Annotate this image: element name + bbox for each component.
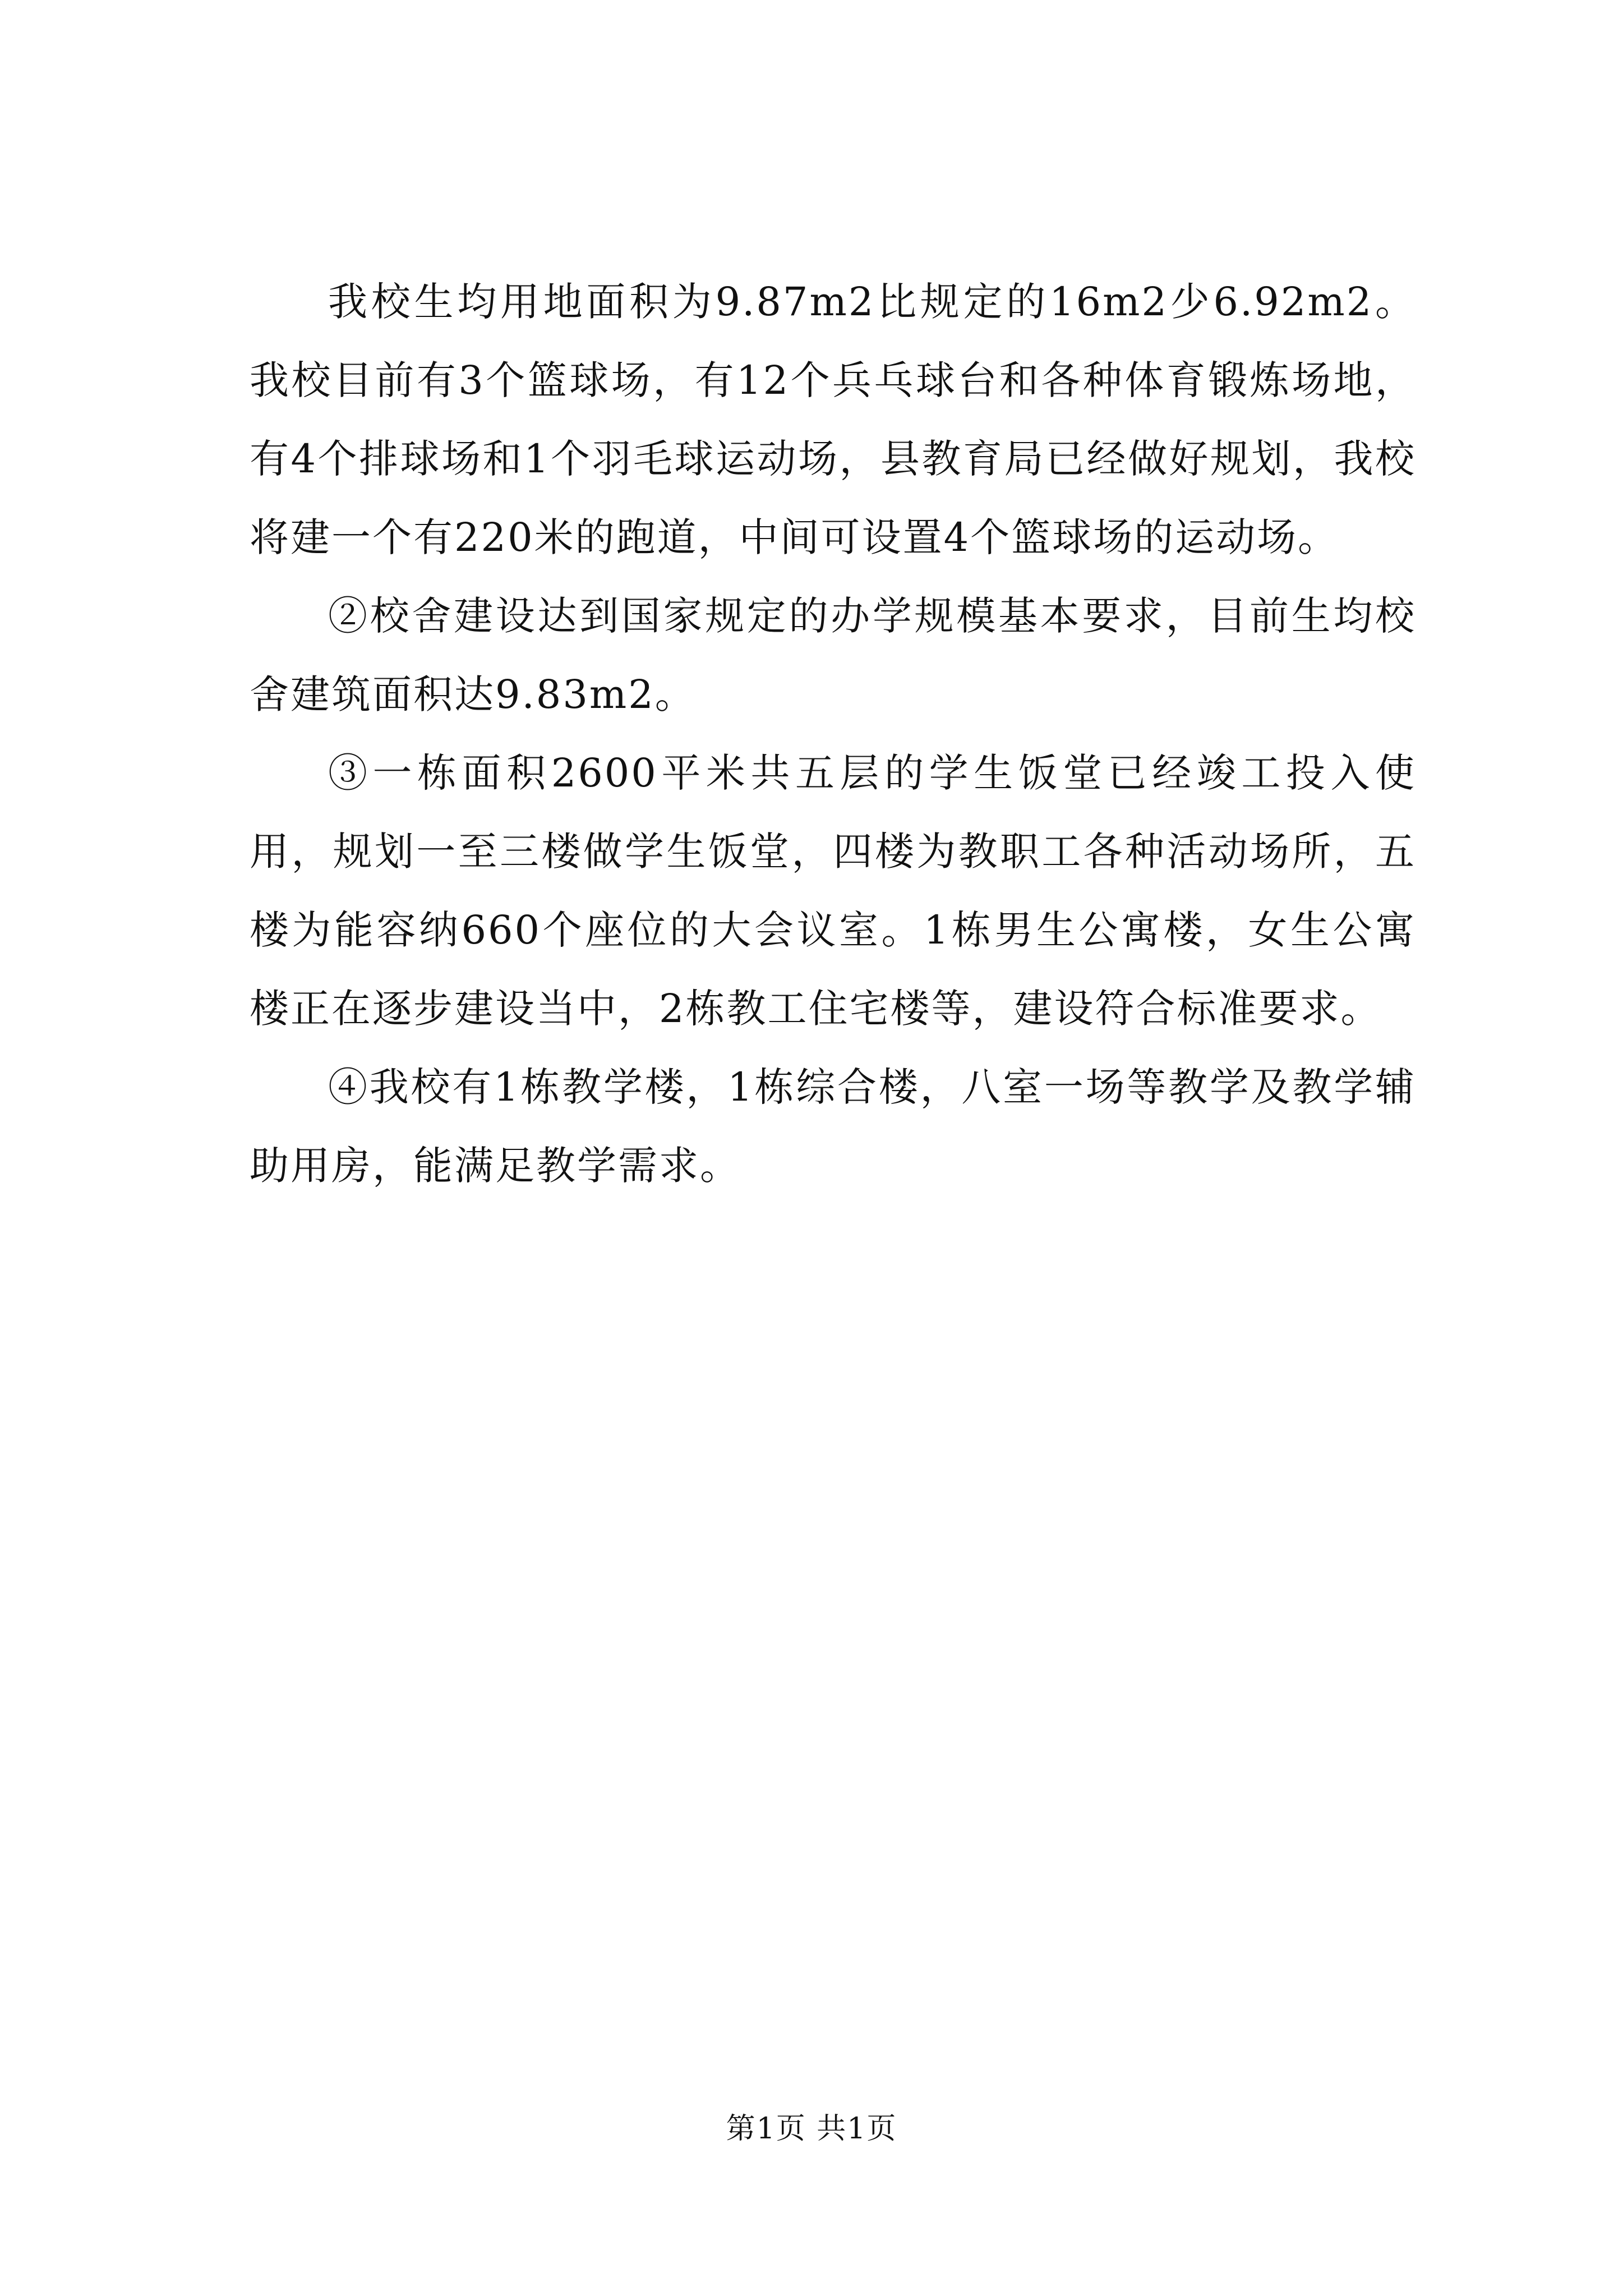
paragraph-teaching-buildings: ④我校有1栋教学楼，1栋综合楼，八室一场等教学及教学辅助用房，能满足教学需求。 — [250, 1064, 1416, 1189]
paragraph-school-buildings: ②校舍建设达到国家规定的办学规模基本要求，目前生均校舍建筑面积达9.83m2。 — [250, 593, 1416, 717]
paragraph-dining-hall: ③一栋面积2600平米共五层的学生饭堂已经竣工投入使用，规划一至三楼做学生饭堂，四楼为教职工各种活动场所，五楼为能容纳660个座位的大会议室。1栋男生公寓楼，女生公寓楼正在逐步建设当中，2栋教工住宅楼等，建设符合标准要求。 — [250, 750, 1416, 1032]
page-number-footer: 第1页 共1页 — [726, 2112, 897, 2146]
document-body — [250, 263, 1416, 1205]
paragraph-land-area: 我校生均用地面积为9.87m2比规定的16m2少6.92m2。我校目前有3个篮球场，有12个兵乓球台和各种体育锻炼场地，有4个排球场和1个羽毛球运动场，县教育局已经做好规划，我校将建一个有220米的跑道，中间可设置4个篮球场的运动场。 — [250, 279, 1416, 560]
